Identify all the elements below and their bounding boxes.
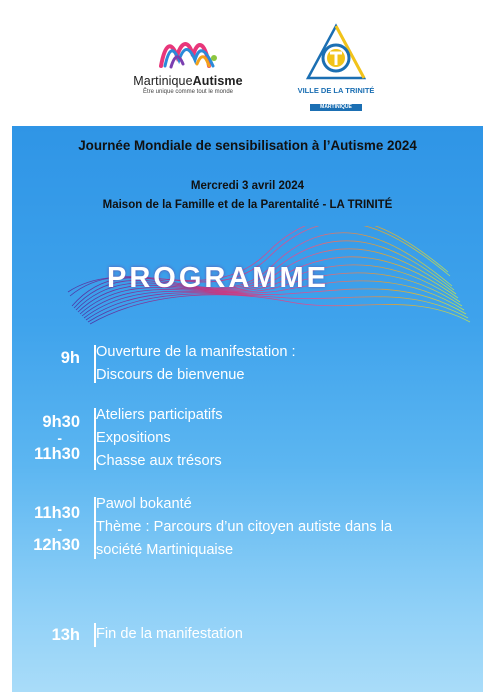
martinique-autisme-name: MartiniqueAutisme [133,74,243,88]
trinite-name: VILLE DE LA TRINITÉ [297,86,375,95]
ville-trinite-logo [292,22,380,120]
schedule-description: Ouverture de la manifestation : Discours de bienvenue [96,344,296,383]
schedule-description: Pawol bokanté Thème : Parcours d’un citoyen autiste dans la société Martiniquaise [96,496,393,558]
schedule-time: 9h30 - 11h30 [34,413,80,463]
event-date: Mercredi 3 avril 2024 [190,180,305,192]
schedule-time: 9h [60,349,80,367]
trinite-subtitle: MARTINIQUE [310,104,362,111]
martinique-autisme-tagline: Être unique comme tout le monde [142,89,234,95]
event-poster [12,126,483,692]
trinite-emblem-icon [304,22,368,84]
event-title: Journée Mondiale de sensibilisation à l’Autisme 2024 [78,138,417,153]
schedule-time: 13h [51,626,80,644]
header [0,0,483,126]
schedule-description: Ateliers participatifs Expositions Chasse aux trésors [96,407,223,469]
martinique-autisme-mark-icon [157,36,219,70]
programme-heading: PROGRAMME [107,262,329,294]
schedule-description: Fin de la manifestation [96,626,243,642]
martinique-autisme-logo [118,36,258,116]
schedule-time: 11h30 - 12h30 [33,504,80,554]
event-place: Maison de la Famille et de la Parentalité - LA TRINITÉ [102,199,393,211]
